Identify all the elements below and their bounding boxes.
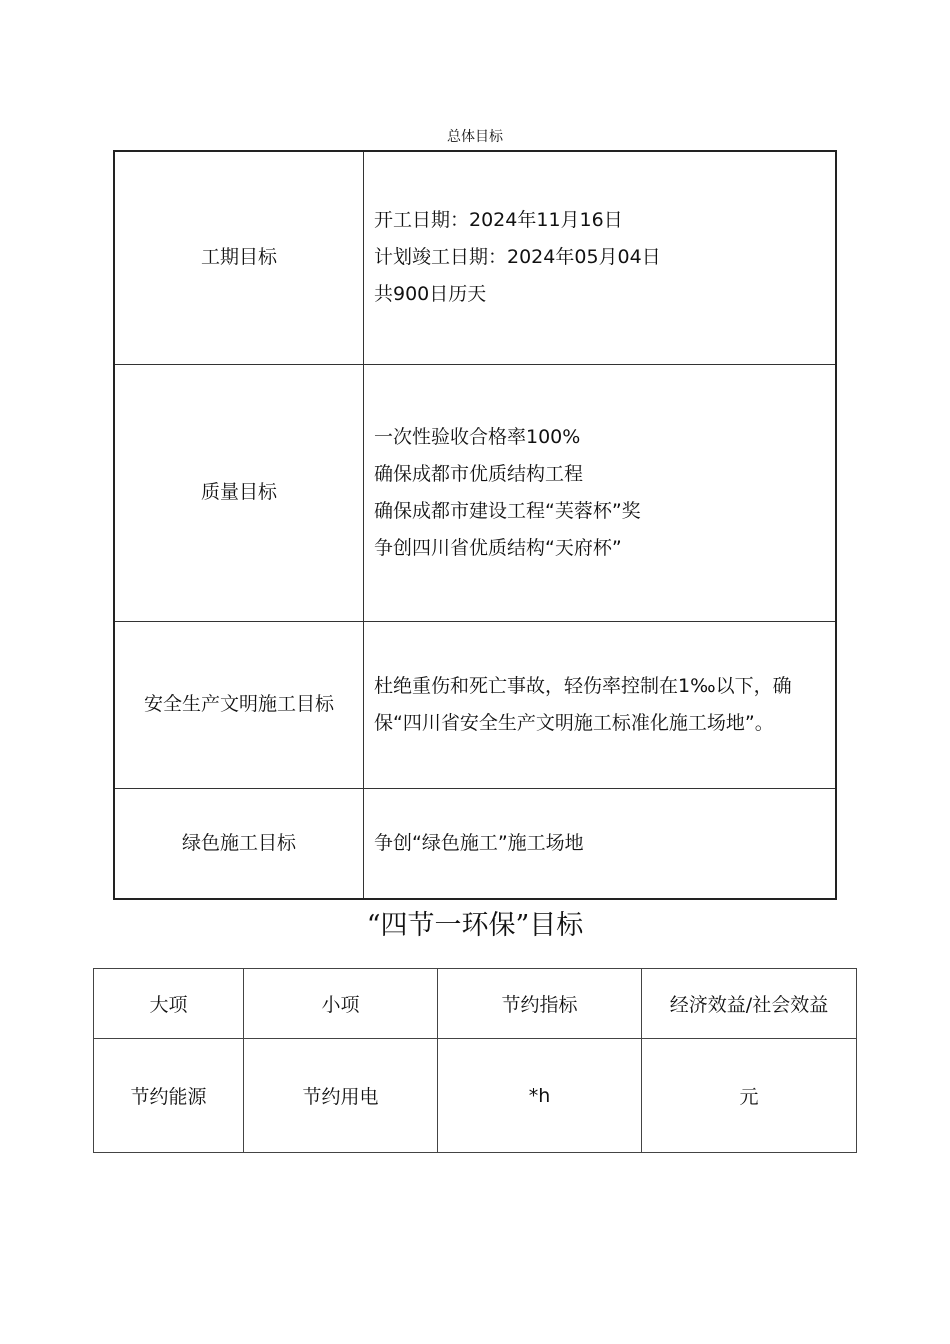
- overall-goals-table: [113, 150, 837, 900]
- goal-line: 争创“绿色施工”施工场地: [374, 831, 584, 854]
- column-header: 大项: [94, 969, 244, 1039]
- table-header-row: [94, 969, 857, 1039]
- goal-content: [364, 788, 837, 899]
- goal-label: 质量目标: [114, 364, 364, 621]
- goal-line: 共900日历天: [374, 283, 487, 306]
- goal-line: 确保成都市建设工程“芙蓉杯”奖: [374, 499, 641, 522]
- goal-line: 计划竣工日期：2024年05月04日: [374, 246, 661, 269]
- goal-label: 安全生产文明施工目标: [114, 621, 364, 788]
- column-header: 经济效益/社会效益: [642, 969, 857, 1039]
- goal-content: [364, 621, 837, 788]
- goal-content: [364, 364, 837, 621]
- goal-line: 杜绝重伤和死亡事故，轻伤率控制在1‰以下，确保“四川省安全生产文明施工标准化施工场地”。: [374, 674, 792, 734]
- table-row: [114, 364, 836, 621]
- table-row: [114, 788, 836, 899]
- table-caption: 总体目标: [447, 129, 503, 145]
- table-row: [94, 1039, 857, 1153]
- goal-label: 绿色施工目标: [114, 788, 364, 899]
- table-row: [114, 621, 836, 788]
- section-title: “四节一环保”目标: [366, 910, 584, 941]
- table-cell: 节约能源: [94, 1039, 244, 1153]
- table-cell: 节约用电: [244, 1039, 438, 1153]
- table-cell: 元: [642, 1039, 857, 1153]
- goal-line: 一次性验收合格率100%: [374, 425, 581, 448]
- four-savings-table: [93, 968, 857, 1153]
- goal-label: 工期目标: [114, 151, 364, 364]
- goal-line: 确保成都市优质结构工程: [374, 462, 584, 485]
- column-header: 节约指标: [438, 969, 642, 1039]
- goal-content: [364, 151, 837, 364]
- table-cell: *h: [438, 1039, 642, 1153]
- column-header: 小项: [244, 969, 438, 1039]
- table-row: [114, 151, 836, 364]
- goal-line: 开工日期：2024年11月16日: [374, 209, 623, 232]
- goal-line: 争创四川省优质结构“天府杯”: [374, 536, 622, 559]
